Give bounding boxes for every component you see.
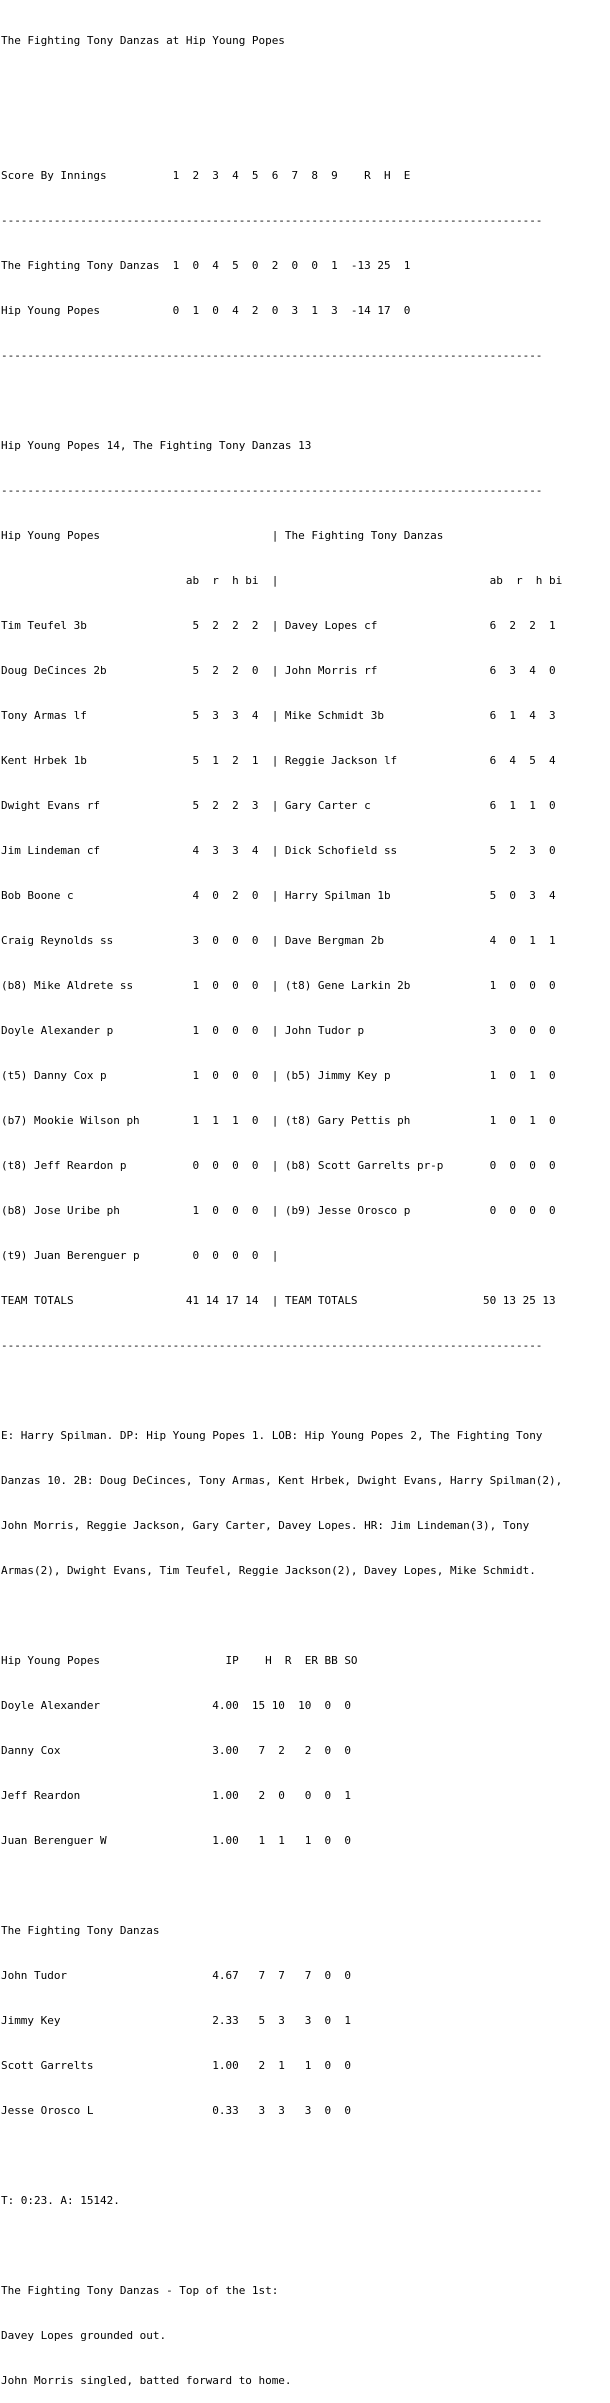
batting-row: Craig Reynolds ss 3 0 0 0 | Dave Bergman 2b 4 0 1 1	[1, 934, 556, 947]
blank-line	[1, 1383, 610, 1398]
divider-rule: ----------------------------------------------------------------------------------	[1, 484, 543, 497]
pitching-row: Scott Garrelts 1.00 2 1 1 0 0	[1, 2059, 351, 2072]
pitching-row: Jimmy Key 2.33 5 3 3 0 1	[1, 2014, 351, 2027]
blank-line	[1, 2238, 610, 2253]
pitching-row: Doyle Alexander 4.00 15 10 10 0 0	[1, 1699, 351, 1712]
batting-row: Doug DeCinces 2b 5 2 2 0 | John Morris rf 6 3 4 0	[1, 664, 556, 677]
batting-row: (t8) Jeff Reardon p 0 0 0 0 | (b8) Scott Garrelts pr-p 0 0 0 0	[1, 1159, 556, 1172]
batting-row: Tony Armas lf 5 3 3 4 | Mike Schmidt 3b 6 1 4 3	[1, 709, 556, 722]
game-notes-line: Armas(2), Dwight Evans, Tim Teufel, Reggie Jackson(2), Davey Lopes, Mike Schmidt.	[1, 1564, 536, 1577]
linescore-row-home: Hip Young Popes 0 1 0 4 2 0 3 1 3 -14 17 0	[1, 304, 411, 317]
play-by-play-header: The Fighting Tony Danzas - Top of the 1st:	[1, 2284, 279, 2297]
blank-line	[1, 393, 610, 408]
batting-row: (b8) Mike Aldrete ss 1 0 0 0 | (t8) Gene Larkin 2b 1 0 0 0	[1, 979, 556, 992]
batting-totals-row: TEAM TOTALS 41 14 17 14 | TEAM TOTALS 50 13 25 13	[1, 1294, 556, 1307]
blank-line	[1, 78, 610, 93]
pitching-row: Jeff Reardon 1.00 2 0 0 0 1	[1, 1789, 351, 1802]
batting-row: (t5) Danny Cox p 1 0 0 0 | (b5) Jimmy Key p 1 0 1 0	[1, 1069, 556, 1082]
pitching-away-header: The Fighting Tony Danzas	[1, 1924, 160, 1937]
batting-row: Dwight Evans rf 5 2 2 3 | Gary Carter c 6 1 1 0	[1, 799, 556, 812]
game-title: The Fighting Tony Danzas at Hip Young Popes	[1, 34, 285, 47]
divider-rule: ----------------------------------------------------------------------------------	[1, 214, 543, 227]
blank-line	[1, 123, 610, 138]
divider-rule: ----------------------------------------------------------------------------------	[1, 349, 543, 362]
batting-row: Doyle Alexander p 1 0 0 0 | John Tudor p 3 0 0 0	[1, 1024, 556, 1037]
pitching-row: Jesse Orosco L 0.33 3 3 3 0 0	[1, 2104, 351, 2117]
pitching-row: Danny Cox 3.00 7 2 2 0 0	[1, 1744, 351, 1757]
pitching-row: John Tudor 4.67 7 7 7 0 0	[1, 1969, 351, 1982]
play-by-play-line: John Morris singled, batted forward to home.	[1, 2374, 292, 2387]
game-info-line: T: 0:23. A: 15142.	[1, 2194, 120, 2207]
divider-rule: ----------------------------------------------------------------------------------	[1, 1339, 543, 1352]
blank-line	[1, 1608, 610, 1623]
pitching-home-header: Hip Young Popes IP H R ER BB SO	[1, 1654, 358, 1667]
play-by-play-line: Davey Lopes grounded out.	[1, 2329, 167, 2342]
batting-row: Jim Lindeman cf 4 3 3 4 | Dick Schofield ss 5 2 3 0	[1, 844, 556, 857]
batting-row: Bob Boone c 4 0 2 0 | Harry Spilman 1b 5 0 3 4	[1, 889, 556, 902]
batting-column-header: ab r h bi | ab r h bi	[1, 574, 563, 587]
batting-row: (b8) Jose Uribe ph 1 0 0 0 | (b9) Jesse Orosco p 0 0 0 0	[1, 1204, 556, 1217]
batting-row: (t9) Juan Berenguer p 0 0 0 0 |	[1, 1249, 279, 1262]
batting-row: Tim Teufel 3b 5 2 2 2 | Davey Lopes cf 6 2 2 1	[1, 619, 556, 632]
game-notes-line: Danzas 10. 2B: Doug DeCinces, Tony Armas, Kent Hrbek, Dwight Evans, Harry Spilman(2),	[1, 1474, 563, 1487]
batting-team-header: Hip Young Popes | The Fighting Tony Danzas	[1, 529, 444, 542]
batting-row: (b7) Mookie Wilson ph 1 1 1 0 | (t8) Gary Pettis ph 1 0 1 0	[1, 1114, 556, 1127]
blank-line	[1, 1878, 610, 1893]
game-notes-line: E: Harry Spilman. DP: Hip Young Popes 1. LOB: Hip Young Popes 2, The Fighting Tony	[1, 1429, 543, 1442]
linescore-header: Score By Innings 1 2 3 4 5 6 7 8 9 R H E	[1, 169, 411, 182]
pitching-row: Juan Berenguer W 1.00 1 1 1 0 0	[1, 1834, 351, 1847]
game-notes-line: John Morris, Reggie Jackson, Gary Carter, Davey Lopes. HR: Jim Lindeman(3), Tony	[1, 1519, 530, 1532]
blank-line	[1, 2148, 610, 2163]
linescore-row-away: The Fighting Tony Danzas 1 0 4 5 0 2 0 0 1 -13 25 1	[1, 259, 411, 272]
final-score-line: Hip Young Popes 14, The Fighting Tony Danzas 13	[1, 439, 312, 452]
batting-row: Kent Hrbek 1b 5 1 2 1 | Reggie Jackson lf 6 4 5 4	[1, 754, 556, 767]
